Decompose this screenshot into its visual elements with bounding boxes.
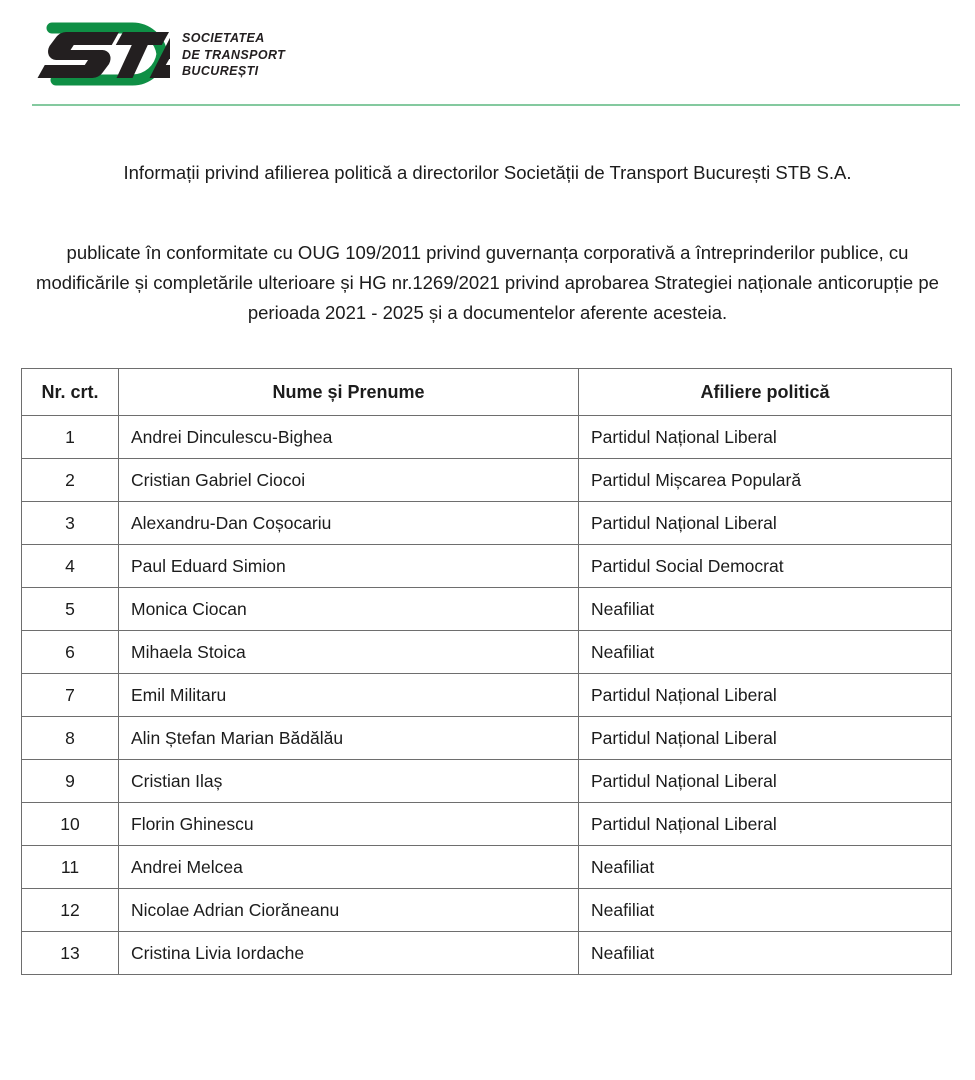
table-row xyxy=(22,760,952,803)
cell-index: 10 xyxy=(22,803,119,846)
cell-name: Alexandru-Dan Coșocariu xyxy=(119,502,579,545)
column-header-affiliation: Afiliere politică xyxy=(579,369,952,416)
cell-affiliation: Neafiliat xyxy=(579,631,952,674)
cell-affiliation: Partidul Social Democrat xyxy=(579,545,952,588)
cell-affiliation: Neafiliat xyxy=(579,846,952,889)
stb-letters-icon xyxy=(34,28,170,80)
cell-index: 7 xyxy=(22,674,119,717)
cell-index: 9 xyxy=(22,760,119,803)
page-title: Informații privind afilierea politică a directorilor Societății de Transport București STB S.A. xyxy=(123,162,852,183)
cell-name: Emil Militaru xyxy=(119,674,579,717)
table-row xyxy=(22,889,952,932)
cell-affiliation: Neafiliat xyxy=(579,932,952,975)
stb-logo-tagline xyxy=(182,14,285,80)
cell-index: 8 xyxy=(22,717,119,760)
cell-index: 4 xyxy=(22,545,119,588)
cell-name: Monica Ciocan xyxy=(119,588,579,631)
affiliation-table-container xyxy=(0,368,975,975)
cell-name: Cristina Livia Iordache xyxy=(119,932,579,975)
cell-name: Cristian Gabriel Ciocoi xyxy=(119,459,579,502)
cell-name: Florin Ghinescu xyxy=(119,803,579,846)
cell-name: Paul Eduard Simion xyxy=(119,545,579,588)
stb-logo-mark xyxy=(34,14,174,94)
column-header-name: Nume și Prenume xyxy=(119,369,579,416)
cell-index: 6 xyxy=(22,631,119,674)
table-row xyxy=(22,717,952,760)
table-body xyxy=(22,416,952,975)
column-header-index: Nr. crt. xyxy=(22,369,119,416)
cell-index: 3 xyxy=(22,502,119,545)
tagline-line-1: SOCIETATEA xyxy=(182,31,265,45)
table-row xyxy=(22,932,952,975)
cell-index: 13 xyxy=(22,932,119,975)
table-row xyxy=(22,674,952,717)
cell-name: Alin Ștefan Marian Bădălău xyxy=(119,717,579,760)
cell-name: Cristian Ilaș xyxy=(119,760,579,803)
stb-logo xyxy=(34,14,285,94)
cell-index: 12 xyxy=(22,889,119,932)
cell-index: 2 xyxy=(22,459,119,502)
table-row xyxy=(22,502,952,545)
affiliation-table xyxy=(21,368,952,975)
table-row xyxy=(22,416,952,459)
cell-affiliation: Partidul Național Liberal xyxy=(579,502,952,545)
cell-affiliation: Neafiliat xyxy=(579,889,952,932)
tagline-line-3: BUCUREȘTI xyxy=(182,64,259,78)
cell-name: Nicolae Adrian Ciorăneanu xyxy=(119,889,579,932)
cell-affiliation: Partidul Mișcarea Populară xyxy=(579,459,952,502)
cell-affiliation: Partidul Național Liberal xyxy=(579,803,952,846)
cell-affiliation: Partidul Național Liberal xyxy=(579,760,952,803)
cell-affiliation: Partidul Național Liberal xyxy=(579,416,952,459)
table-header-row xyxy=(22,369,952,416)
cell-affiliation: Partidul Național Liberal xyxy=(579,674,952,717)
cell-index: 1 xyxy=(22,416,119,459)
cell-name: Mihaela Stoica xyxy=(119,631,579,674)
table-row xyxy=(22,459,952,502)
cell-index: 11 xyxy=(22,846,119,889)
cell-name: Andrei Melcea xyxy=(119,846,579,889)
table-header xyxy=(22,369,952,416)
page-subtitle: publicate în conformitate cu OUG 109/2011 privind guvernanța corporativă a întreprinderilor publice, cu modificările și completările ulterioare și HG nr.1269/2021 privind aprobarea Strategiei naționale anticorupție pe perioada 2021 - 2025 și a documentelor aferente acesteia. xyxy=(36,242,939,323)
header-divider xyxy=(32,104,960,106)
cell-index: 5 xyxy=(22,588,119,631)
tagline-line-2: DE TRANSPORT xyxy=(182,47,286,62)
cell-affiliation: Partidul Național Liberal xyxy=(579,717,952,760)
table-row xyxy=(22,631,952,674)
table-row xyxy=(22,803,952,846)
table-row xyxy=(22,846,952,889)
document-header xyxy=(0,0,975,108)
cell-affiliation: Neafiliat xyxy=(579,588,952,631)
cell-name: Andrei Dinculescu-Bighea xyxy=(119,416,579,459)
table-row xyxy=(22,545,952,588)
table-row xyxy=(22,588,952,631)
